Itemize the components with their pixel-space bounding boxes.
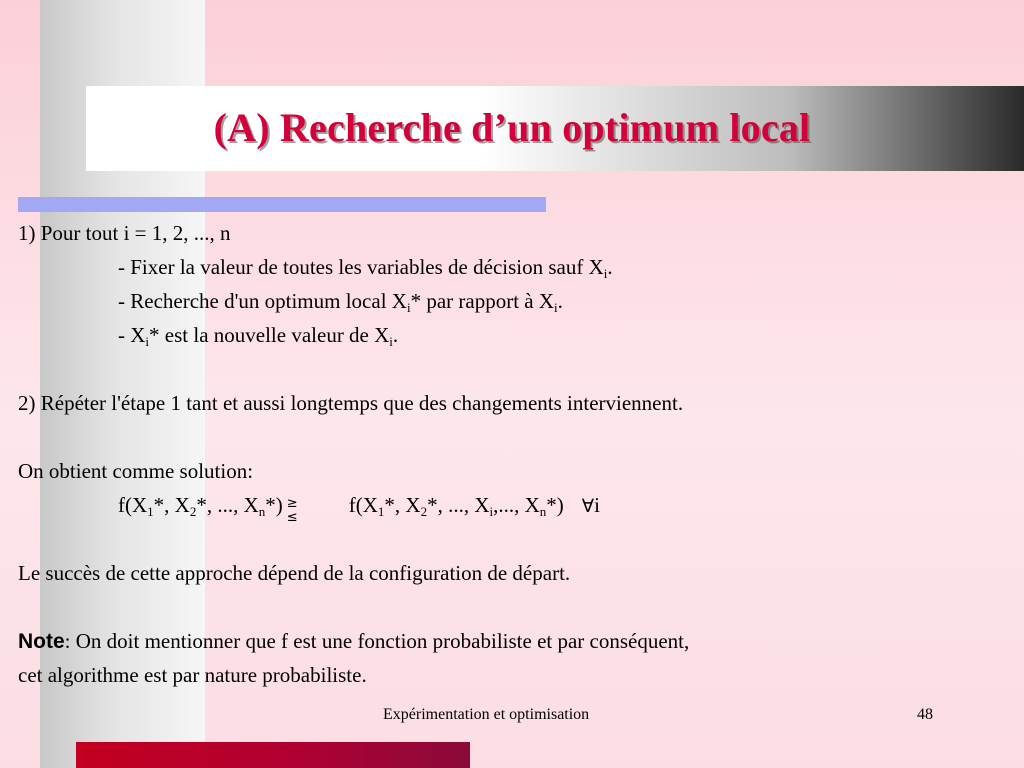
solution-formula: $f(X_1*$, $X_2*$, ..., $X_n*$) ≥ ≤ $f(X_1*$, $X_2*$, ..., $X_i$,..., $X_n*$) ∀i: [118, 493, 600, 526]
step-1-line: 1) Pour tout i = 1, 2, ..., n: [18, 221, 231, 245]
spacer: [18, 352, 1008, 386]
formula-right: $f(X_1*$, $X_2*$, ..., $X_i$,..., $X_n*$): [348, 493, 564, 519]
note-keyword: Note: [18, 630, 65, 653]
spacer: [18, 590, 1008, 624]
spacer: [18, 420, 1008, 454]
note-text: : On doit mentionner que f est une fonction probabiliste et par conséquent,: [64, 629, 690, 653]
note-line: [18, 624, 1008, 658]
solution-intro: On obtient comme solution:: [18, 459, 254, 483]
spacer: [18, 522, 1008, 556]
formula-left: $f(X_1*$, $X_2*$, ..., $X_n*$): [118, 493, 283, 519]
note-line-2: cet algorithme est par nature probabiliste.: [18, 663, 367, 687]
accent-bar: [18, 197, 546, 212]
bottom-red-bar: [76, 742, 470, 768]
slide-title: (A) Recherche d’un optimum local: [213, 105, 811, 150]
ge-le-symbol: ≥ ≤: [286, 496, 298, 526]
slide-body: [18, 216, 1008, 692]
dependency-line: Le succès de cette approche dépend de la configuration de départ.: [18, 561, 571, 585]
page-number: 48: [917, 706, 933, 723]
step-1-bullet-2: - Recherche d'un optimum local $X_i*$ par rapport à $X_i$.: [118, 289, 563, 315]
step-1-bullet-3: - $X_i*$ est la nouvelle valeur de $X_i$.: [118, 323, 399, 349]
step-1-bullet-1: - Fixer la valeur de toutes les variables de décision sauf $X_i$.: [118, 255, 613, 281]
forall-symbol: ∀: [581, 496, 595, 517]
footer-title: Expérimentation et optimisation: [383, 706, 590, 723]
step-2-line: 2) Répéter l'étape 1 tant et aussi longtemps que des changements interviennent.: [18, 391, 684, 415]
